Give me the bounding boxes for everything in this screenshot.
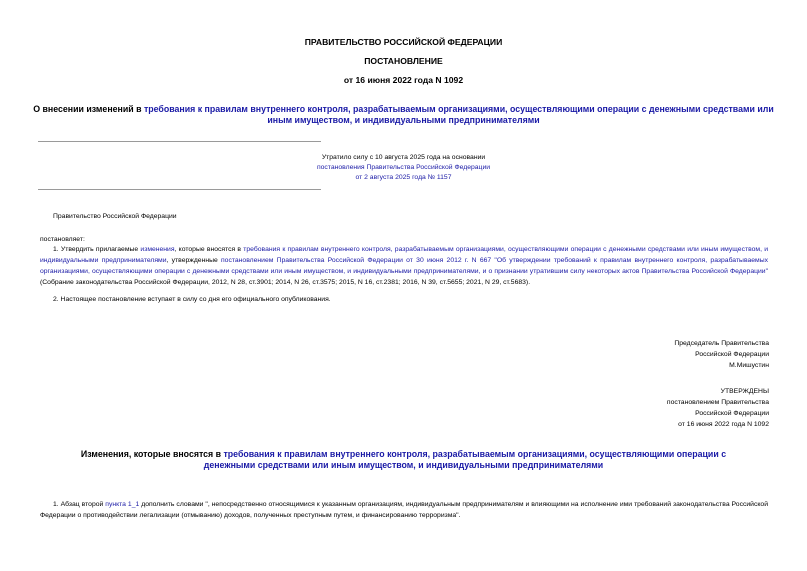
changes-text-b: дополнить словами ", непосредственно относящимися к указанным организациям, индивидуальным предпринимателям и влияющими на исполнение ими требований законодательства Российской Федерации о противодействии легализации (отмыванию) доходов, полученных преступным путем, и финансированию терроризма". bbox=[40, 501, 768, 519]
approved-by: постановлением Правительства bbox=[666, 399, 769, 406]
approved-block bbox=[667, 386, 769, 430]
p1-link-changes[interactable]: изменения bbox=[140, 246, 175, 253]
signature-country: Российской Федерации bbox=[695, 351, 769, 358]
intro-text: Правительство Российской Федерации bbox=[53, 213, 177, 220]
changes-paragraph-1 bbox=[40, 499, 768, 521]
paragraph-1 bbox=[40, 244, 768, 288]
p1-text-c: , утвержденные bbox=[166, 257, 221, 264]
document-date-number: от 16 июня 2022 года N 1092 bbox=[343, 75, 464, 85]
changes-text-a: 1. Абзац второй bbox=[53, 501, 106, 508]
title-prefix: О внесении изменений в bbox=[33, 104, 144, 114]
changes-title bbox=[60, 449, 747, 471]
document-title bbox=[30, 104, 777, 126]
decrees-text: постановляет: bbox=[40, 236, 85, 243]
status-note bbox=[230, 153, 577, 183]
approved-heading: УТВЕРЖДЕНЫ bbox=[720, 388, 769, 395]
changes-title-link[interactable]: требования к правилам внутреннего контроля, разрабатываемым организациями, осуществляющими операции с денежными средствами или иным имуществом, и индивидуальными предпринимателями bbox=[203, 449, 727, 470]
paragraph-2: 2. Настоящее постановление вступает в силу со дня его официального опубликования. bbox=[53, 296, 331, 303]
p1-text-a: 1. Утвердить прилагаемые bbox=[53, 246, 141, 253]
status-text: Утратило силу с 10 августа 2025 года на основании bbox=[321, 154, 486, 161]
p1-link-requirements[interactable]: требования к правилам внутреннего контроля, разрабатываемым организациями, осуществляющими операции с денежными средствами или иным имуществом, и индивидуальными предпринимателями bbox=[40, 246, 768, 264]
status-link-decree[interactable]: постановления Правительства Российской Федерации bbox=[316, 164, 491, 171]
approved-date: от 16 июня 2022 года N 1092 bbox=[678, 421, 769, 428]
document-type: ПОСТАНОВЛЕНИЕ bbox=[364, 56, 443, 66]
divider-top bbox=[38, 141, 321, 142]
approved-country: Российской Федерации bbox=[695, 410, 769, 417]
p1-link-decree-667[interactable]: постановлением Правительства Российской Федерации от 30 июня 2012 г. N 667 "Об утверждении требований к правилам внутреннего контроля, разрабатываемых организациями, осуществляющими операции с денежными средствами или иным имуществом, и индивидуальными предпринимателями, и о признании утратившим силу некоторых актов Правительства Российской Федерации" bbox=[40, 257, 768, 275]
divider-bottom bbox=[38, 189, 321, 190]
p1-text-b: , которые вносятся в bbox=[174, 246, 244, 253]
changes-link-item[interactable]: пункта 1_1 bbox=[105, 501, 140, 508]
signature-position: Председатель Правительства bbox=[674, 340, 769, 347]
p1-text-d: (Собрание законодательства Российской Федерации, 2012, N 28, ст.3901; 2014, N 26, ст.3575; 2015, N 16, ст.2381; 2016, N 39, ст.5655; 2021, N 29, ст.5683). bbox=[40, 279, 531, 286]
changes-title-prefix: Изменения, которые вносятся в bbox=[80, 449, 224, 459]
status-link-date[interactable]: от 2 августа 2025 года № 1157 bbox=[355, 174, 452, 181]
title-link[interactable]: требования к правилам внутреннего контроля, разрабатываемым организациями, осуществляющими операции с денежными средствами или иным имуществом, и индивидуальными предпринимателями bbox=[143, 104, 774, 125]
signature-block bbox=[674, 338, 769, 371]
signature-name: М.Мишустин bbox=[729, 362, 769, 369]
government-heading: ПРАВИТЕЛЬСТВО РОССИЙСКОЙ ФЕДЕРАЦИИ bbox=[304, 37, 503, 47]
